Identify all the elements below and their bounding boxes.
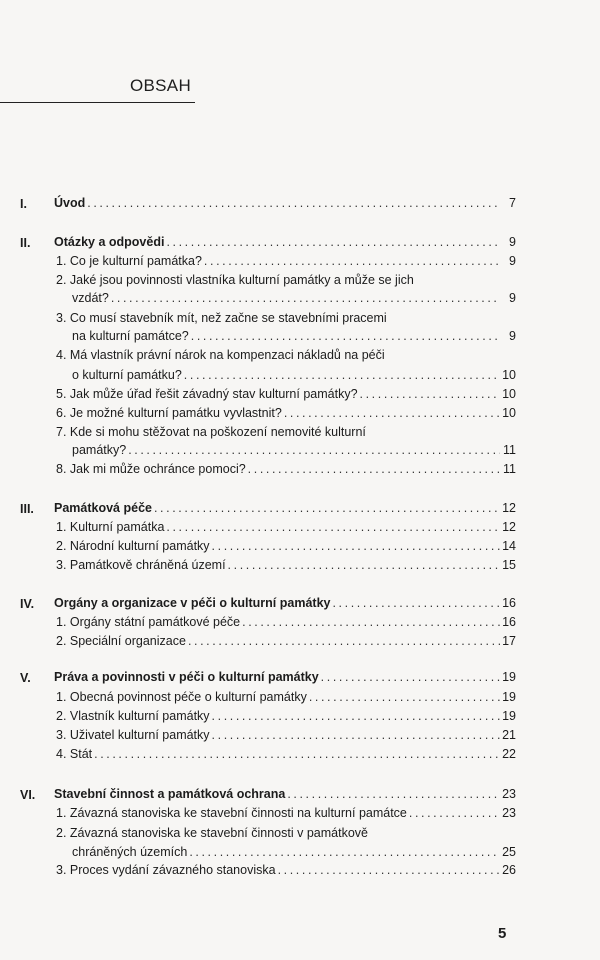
toc-page-number: 15	[502, 558, 516, 572]
toc-page-number: 17	[502, 634, 516, 648]
toc-entry-text: 7. Kde si mohu stěžovat na poškození nemovité kulturní	[56, 425, 366, 439]
toc-entry	[56, 539, 516, 557]
toc-entry	[56, 863, 516, 881]
toc-entry	[56, 273, 516, 291]
toc-section-number: I.	[20, 197, 27, 211]
toc-page-number: 19	[502, 670, 516, 684]
toc-entry	[56, 406, 516, 424]
dot-leader	[94, 747, 500, 761]
toc-page-number: 10	[502, 368, 516, 382]
dot-leader	[184, 368, 500, 382]
toc-entry-text: 2. Národní kulturní památky	[56, 539, 210, 553]
toc-page-number: 12	[502, 501, 516, 515]
toc-page-number: 10	[502, 406, 516, 420]
toc-page-number: 26	[502, 863, 516, 877]
dot-leader	[409, 806, 500, 820]
toc-entry-text: 8. Jak mi může ochránce pomoci?	[56, 462, 246, 476]
toc-page-number: 11	[503, 443, 516, 457]
dot-leader	[248, 462, 500, 476]
toc-page-number: 7	[509, 196, 516, 210]
toc-section-title	[54, 196, 516, 214]
dot-leader	[212, 709, 500, 723]
toc-section-number: V.	[20, 671, 31, 685]
toc-page-number: 23	[502, 787, 516, 801]
toc-entry-text: 1. Kulturní památka	[56, 520, 165, 534]
toc-entry-text: 6. Je možné kulturní památku vyvlastnit?	[56, 406, 282, 420]
toc-page-number: 14	[502, 539, 516, 553]
toc-entry	[56, 615, 516, 633]
toc-entry-text: Práva a povinnosti v péči o kulturní památky	[54, 670, 319, 684]
toc-entry-text: vzdát?	[72, 291, 109, 305]
toc-entry-text: 3. Uživatel kulturní památky	[56, 728, 210, 742]
dot-leader	[332, 596, 500, 610]
toc-entry-text: 1. Co je kulturní památka?	[56, 254, 202, 268]
dot-leader	[309, 690, 500, 704]
dot-leader	[87, 196, 500, 210]
toc-entry	[56, 254, 516, 272]
toc-entry-text: 2. Speciální organizace	[56, 634, 186, 648]
toc-section-title	[54, 235, 516, 253]
page-number: 5	[498, 925, 507, 942]
dot-leader	[212, 539, 500, 553]
toc-page-number: 19	[502, 709, 516, 723]
toc-entry-text: 1. Orgány státní památkové péče	[56, 615, 241, 629]
dot-leader	[189, 845, 500, 859]
toc-entry	[56, 311, 516, 329]
dot-leader	[360, 387, 500, 401]
toc-entry-text: 1. Obecná povinnost péče o kulturní památky	[56, 690, 307, 704]
dot-leader	[111, 291, 500, 305]
toc-section-title	[54, 596, 516, 614]
toc-entry-text: Otázky a odpovědi	[54, 235, 165, 249]
toc-entry	[56, 806, 516, 824]
page-title: OBSAH	[130, 76, 192, 95]
heading-rule	[0, 68, 195, 103]
toc-page-number: 16	[502, 615, 516, 629]
toc-page-number: 16	[502, 596, 516, 610]
toc-entry	[56, 690, 516, 708]
dot-leader	[212, 728, 500, 742]
toc-entry	[56, 709, 516, 727]
toc-entry-text: 4. Stát	[56, 747, 93, 761]
toc-entry	[56, 520, 516, 538]
toc-entry-continuation	[72, 329, 516, 347]
dot-leader	[228, 558, 500, 572]
dot-leader	[128, 443, 500, 457]
toc-entry-text: 3. Co musí stavebník mít, než začne se stavebními pracemi	[56, 311, 387, 325]
toc-page-number: 9	[509, 329, 516, 343]
toc-entry-text: na kulturní památce?	[72, 329, 189, 343]
dot-leader	[278, 863, 500, 877]
dot-leader	[166, 235, 500, 249]
toc-entry-continuation	[72, 368, 516, 386]
toc-entry-text: 4. Má vlastník právní nárok na kompenzaci nákladů na péči	[56, 348, 385, 362]
toc-entry-continuation	[72, 845, 516, 863]
toc-entry-text: 3. Proces vydání závazného stanoviska	[56, 863, 276, 877]
toc-entry	[56, 462, 516, 480]
toc-page-number: 12	[502, 520, 516, 534]
toc-section-title	[54, 787, 516, 805]
toc-page-number: 10	[502, 387, 516, 401]
toc-section-number: IV.	[20, 597, 35, 611]
toc-entry	[56, 747, 516, 765]
toc-entry-text: 2. Jaké jsou povinnosti vlastníka kulturní památky a může se jich	[56, 273, 414, 287]
dot-leader	[287, 787, 500, 801]
toc-section-number: II.	[20, 236, 31, 250]
toc-section-title	[54, 670, 516, 688]
dot-leader	[242, 615, 500, 629]
toc-page-number: 21	[502, 728, 516, 742]
dot-leader	[188, 634, 500, 648]
toc-entry-text: Úvod	[54, 196, 86, 210]
dot-leader	[284, 406, 500, 420]
dot-leader	[166, 520, 500, 534]
toc-page-number: 25	[502, 845, 516, 859]
toc-entry	[56, 634, 516, 652]
toc-entry-text: 1. Závazná stanoviska ke stavební činnosti na kulturní památce	[56, 806, 407, 820]
toc-entry-text: o kulturní památku?	[72, 368, 182, 382]
toc-entry	[56, 826, 516, 844]
toc-entry	[56, 348, 516, 366]
toc-page-number: 9	[509, 291, 516, 305]
toc-entry	[56, 425, 516, 443]
toc-entry	[56, 387, 516, 405]
dot-leader	[154, 501, 500, 515]
toc-section-title	[54, 501, 516, 519]
toc-page-number: 9	[509, 254, 516, 268]
toc-section-number: III.	[20, 502, 34, 516]
toc-entry-text: 3. Památkově chráněná území	[56, 558, 226, 572]
toc-entry-text: chráněných územích	[72, 845, 188, 859]
toc-page-number: 23	[502, 806, 516, 820]
dot-leader	[191, 329, 500, 343]
dot-leader	[204, 254, 500, 268]
toc-page-number: 11	[503, 462, 516, 476]
toc-entry-continuation	[72, 443, 516, 461]
toc-entry	[56, 558, 516, 576]
toc-entry-text: Památková péče	[54, 501, 152, 515]
toc-entry-text: 2. Vlastník kulturní památky	[56, 709, 210, 723]
toc-section-number: VI.	[20, 788, 36, 802]
toc-entry-text: Stavební činnost a památková ochrana	[54, 787, 286, 801]
toc-entry-text: 2. Závazná stanoviska ke stavební činnosti v památkově	[56, 826, 368, 840]
toc-page-number: 19	[502, 690, 516, 704]
toc-page-number: 22	[502, 747, 516, 761]
toc-page-number: 9	[509, 235, 516, 249]
toc-entry-text: 5. Jak může úřad řešit závadný stav kulturní památky?	[56, 387, 358, 401]
toc-entry	[56, 728, 516, 746]
toc-entry-continuation	[72, 291, 516, 309]
dot-leader	[321, 670, 500, 684]
toc-entry-text: Orgány a organizace v péči o kulturní památky	[54, 596, 331, 610]
toc-entry-text: památky?	[72, 443, 127, 457]
